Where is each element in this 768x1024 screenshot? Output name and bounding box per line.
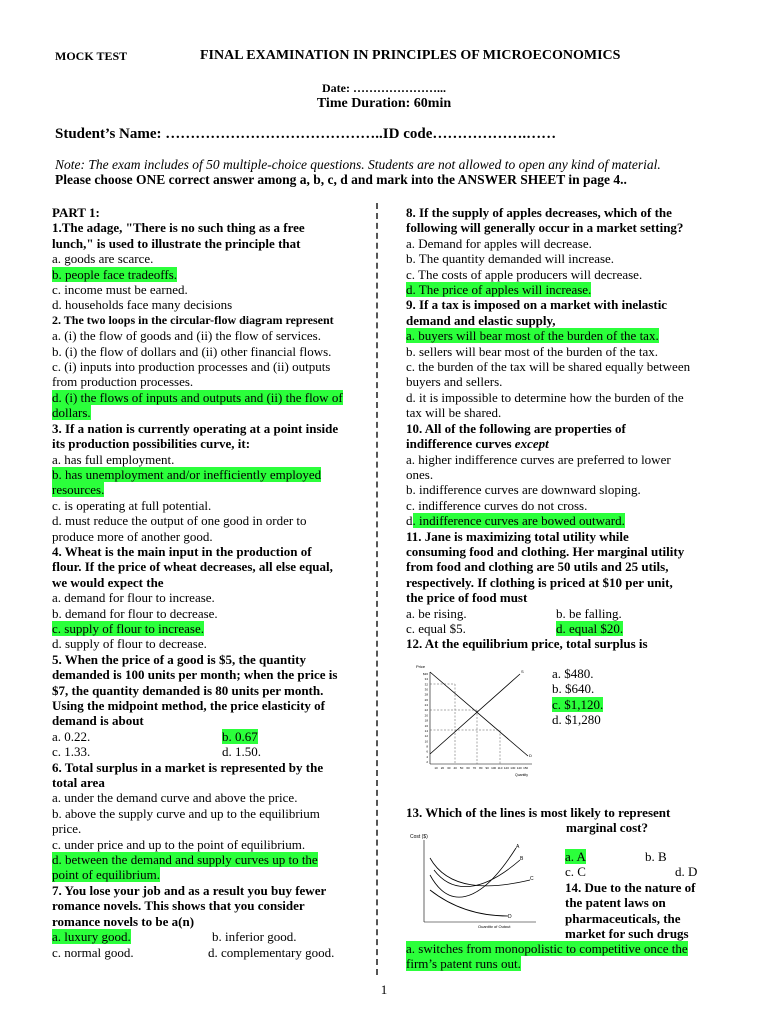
q3-option-d: d. must reduce the output of one good in order to produce more of another good. [52,513,307,544]
q12-y-tick-label: 18 [424,718,428,723]
q9-option-a: a. buyers will bear most of the burden of the tax. [406,328,659,344]
q12-ylabel: Price [416,664,426,669]
q13-option-a: a. A [565,849,586,864]
q4-option-a: a. demand for flour to increase. [52,590,215,606]
q12-option-b: b. $640. [552,681,595,697]
q12-y-tick-label: 26 [424,697,428,702]
q13-label-a: A [516,844,520,850]
exam-instruction: Please choose ONE correct answer among a, b, c, d and mark into the ANSWER SHEET in page 4.. [55,172,627,187]
q13-options-row-1 [565,849,745,864]
q3-option-b: b. has unemployment and/or inefficiently employed resources. [52,466,322,498]
q4-option-d: d. supply of flour to decrease. [52,636,207,652]
q5-option-b: b. 0.67 [222,728,258,744]
q12-y-tick-label: 20 [424,713,428,718]
q10-option-a: a. higher indifference curves are preferred to lower ones. [406,451,671,482]
q12-x-tick-label: 50 [459,766,464,770]
mock-test-label: MOCK TEST [55,49,128,63]
q7-option-d: d. complementary good. [208,944,335,960]
time-duration: Time Duration: 60min [316,96,452,111]
q12-y-tick-label: 28 [424,692,428,697]
q2-option-b: b. (i) the flow of dollars and (ii) other financial flows. [52,343,332,359]
q12-x-tick-label: 90 [485,766,489,770]
q12-x-tick-label: 80 [479,766,483,770]
q13-options-row-2 [565,864,745,879]
question-2: 2. The two loops in the circular-flow diagram represent [52,312,334,327]
date-line: Date: …………………... [322,81,446,95]
q7-options-row-1 [52,929,374,944]
q3-option-c: c. is operating at full potential. [52,497,212,513]
exam-title: FINAL EXAMINATION IN PRINCIPLES OF MICROECONOMICS [200,48,621,63]
q12-x-tick-label: 130 [510,766,516,770]
q13-curve-b [434,860,520,887]
q12-y-tick-label: 10 [424,739,428,744]
q8-option-c: c. The costs of apple producers will decrease. [406,266,643,282]
q5-options-row-2 [52,744,374,759]
q11-option-b: b. be falling. [556,605,622,621]
q13-cost-curves-chart [408,830,538,928]
q12-y-tick-label: 14 [424,728,428,733]
q13-label-d: D [508,914,512,920]
q12-x-tick-label: 140 [516,766,522,770]
q13-ylabel: Cost ($) [410,834,428,840]
q12-x-tick-label: 110 [497,766,503,770]
page-number: 1 [380,982,388,997]
q5-option-a: a. 0.22. [52,728,91,744]
q2-option-d: d. (i) the flows of inputs and outputs and (ii) the flow of dollars. [52,389,343,421]
q13-option-c: c. C [565,864,586,880]
q5-option-c: c. 1.33. [52,744,91,760]
q13-xlabel: Quantity of Output [478,924,511,928]
q12-y-tick-label: 22 [424,708,428,713]
q4-option-c: c. supply of flour to increase. [52,620,204,636]
q2-option-c: c. (i) inputs into production processes and (ii) outputs from production processes. [52,359,331,390]
question-8: 8. If the supply of apples decreases, which of the following will generally occur in a market setting? [406,205,684,236]
q1-option-c: c. income must be earned. [52,282,188,298]
q7-option-b: b. inferior good. [212,929,297,945]
q6-option-b: b. above the supply curve and up to the equilibrium price. [52,805,320,837]
q12-y-tick-label: 32 [424,682,428,687]
question-4: 4. Wheat is the main input in the production of flour. If the price of wheat decreases, all else equal, we would expect the [52,543,333,590]
q13-curve-d [430,890,508,916]
question-3: 3. If a nation is currently operating at a point inside its production possibilities curve, it: [52,420,339,452]
q12-y-tick-label: 4 [426,754,428,759]
question-7: 7. You lose your job and as a result you buy fewer romance novels. This shows that you consider romance novels to be a(n) [52,882,327,929]
q6-option-a: a. under the demand curve and above the price. [52,790,298,806]
q9-option-b: b. sellers will bear most of the burden of the tax. [406,343,658,359]
q12-option-c: c. $1,120. [552,696,604,712]
q12-supply-demand-chart [410,660,535,780]
q14-option-a: a. switches from monopolistic to competitive once the firm’s patent runs out. [406,941,688,972]
q13-options [565,849,745,941]
q6-option-c: c. under price and up to the point of equilibrium. [52,836,306,852]
q12-y-tick-label: 12 [424,734,428,739]
q13-label-b: B [520,856,524,862]
question-9: 9. If a tax is imposed on a market with inelastic demand and elastic supply, [406,297,668,328]
left-column [52,205,374,960]
q13-curve-c [430,858,530,886]
q6-option-d: d. between the demand and supply curves up to the point of equilibrium. [52,852,318,883]
question-10: 10. All of the following are properties of indifference curves except [406,420,626,452]
part-heading: PART 1: [52,205,100,220]
column-divider [376,203,378,975]
q12-x-tick-label: 100 [491,766,497,770]
q12-y-tick-label: 16 [424,723,428,728]
q12-y-tick-label: 24 [424,703,428,708]
q12-option-d: d. $1,280 [552,712,601,728]
q3-option-a: a. has full employment. [52,451,175,467]
q1-option-b: b. people face tradeoffs. [52,266,178,282]
q11-options-row-1 [406,606,746,621]
question-6: 6. Total surplus in a market is represented by the total area [52,759,324,791]
q12-y-tick-label: 30 [424,687,428,692]
q7-option-a: a. luxury good. [52,929,131,945]
q12-x-tick-label: 40 [453,766,457,770]
q11-option-a: a. be rising. [406,605,467,621]
q12-supply-label: S [521,669,524,674]
q10-option-c: c. indifference curves do not cross. [406,497,588,513]
question-5: 5. When the price of a good is $5, the quantity demanded is 100 units per month; when the price is $7, the quantity demanded is 80 units per month. Using the midpoint method, the price elasticity of demand is about [52,651,338,729]
q13-label-c: C [530,876,534,882]
right-column [406,205,746,652]
q11-option-c: c. equal $5. [406,620,466,636]
q11-options-row-2 [406,621,746,636]
q12-x-ticks [434,766,528,770]
q11-option-d: d. equal $20. [556,620,624,636]
student-name-line: Student’s Name: ……………………………………..ID code……………….…… [55,126,557,142]
q1-option-d: d. households face many decisions [52,297,233,313]
q9-option-c: c. the burden of the tax will be shared equally between buyers and sellers. [406,359,691,390]
q12-x-tick-label: 10 [434,766,438,770]
q12-x-tick-label: 30 [447,766,451,770]
q9-option-d: d. it is impossible to determine how the burden of the tax will be shared. [406,389,684,421]
q8-option-d: d. The price of apples will increase. [406,282,592,298]
question-14: 14. Due to the nature of the patent laws on pharmaceuticals, the market for such drugs [565,879,696,942]
q12-option-a: a. $480. [552,666,594,681]
q12-y-tick-label: 2 [426,760,428,764]
q12-y-tick-label: 34 [424,677,428,682]
q12-demand-curve [430,672,528,756]
q12-y-tick-label: 8 [426,744,428,749]
q12-y-ticks [423,672,428,764]
question-12: 12. At the equilibrium price, total surplus is [406,636,648,652]
q7-option-c: c. normal good. [52,944,134,960]
q12-x-tick-label: 60 [466,766,470,770]
q12-supply-curve [430,674,520,754]
question-1: 1.The adage, "There is no such thing as a free lunch," is used to illustrate the principle that [52,220,305,251]
q8-option-a: a. Demand for apples will decrease. [406,235,592,251]
q13-option-b: b. B [645,849,667,864]
q12-options [552,666,672,728]
q2-option-a: a. (i) the flow of goods and (ii) the flow of services. [52,328,321,344]
q12-y-tick-label: $36 [422,672,428,676]
question-11: 11. Jane is maximizing total utility while consuming food and clothing. Her marginal utility from food and clothing are 50 utils and 25 utils, respectively. If clothing is priced at $10 per unit, the price of food must [406,528,685,606]
q7-options-row-2 [52,945,374,960]
q10-option-b: b. indifference curves are downward sloping. [406,482,641,498]
q12-x-tick-label: 20 [440,766,445,770]
q4-option-b: b. demand for flour to decrease. [52,605,218,621]
q13-option-d: d. D [675,864,698,880]
q12-y-tick-label: 6 [426,749,428,754]
exam-note: Note: The exam includes of 50 multiple-choice questions. Students are not allowed to open any kind of material. [55,157,661,172]
q12-x-tick-label: 120 [503,766,509,770]
question-13: 13. Which of the lines is most likely to represent marginal cost? [406,805,671,836]
q12-x-tick-label: 70 [472,766,477,770]
q12-x-tick-label: 150 [523,766,529,770]
q5-option-d: d. 1.50. [222,744,261,760]
q5-options-row-1 [52,729,374,744]
q12-xlabel: Quantity [515,773,529,777]
q10-option-d: d. indifference curves are bowed outward. [406,513,625,529]
q12-demand-label: D [529,753,532,758]
q1-option-a: a. goods are scarce. [52,251,154,267]
q8-option-b: b. The quantity demanded will increase. [406,251,615,267]
